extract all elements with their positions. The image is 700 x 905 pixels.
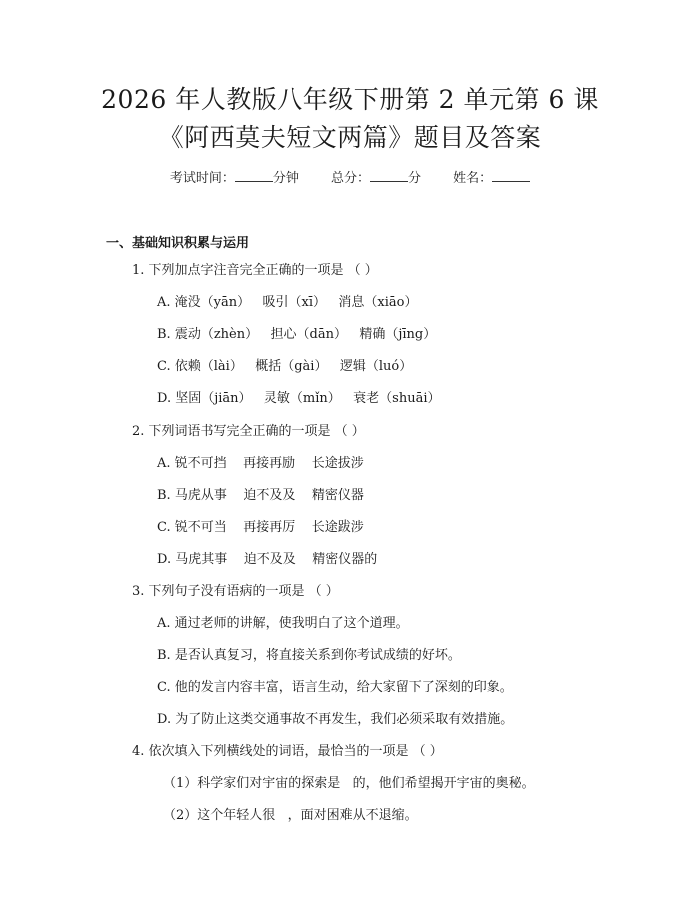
question-option: B. 震动（zhèn） 担心（dān） 精确（jīng） [157,327,437,342]
exam-time-unit: 分钟 [272,171,299,186]
exam-time-field [170,171,299,186]
section-heading: 一、基础知识积累与运用 [106,236,250,251]
question-stem: 1. 下列加点字注音完全正确的一项是 （ ） [132,263,378,278]
document-title-line1: 2026 年人教版八年级下册第 2 单元第 6 课 [101,85,599,114]
question-option: B. 是否认真复习，将直接关系到你考试成绩的好坏。 [157,648,461,663]
question-option: D. 为了防止这类交通事故不再发生，我们必须采取有效措施。 [157,712,514,727]
question-option: A. 通过老师的讲解，使我明白了这个道理。 [157,616,409,631]
exam-name-field [453,171,530,186]
document-title-line2: 《阿西莫夫短文两篇》题目及答案 [158,123,542,152]
exam-info [0,168,700,189]
question-option: C. 依赖（lài） 概括（gài） 逻辑（luó） [157,359,413,374]
question-stem: 3. 下列句子没有语病的一项是 （ ） [132,584,339,599]
question-subitem: （2）这个年轻人很 ，面对困难从不退缩。 [163,808,418,823]
question-option: B. 马虎从事 迫不及及 精密仪器 [157,488,364,503]
question-option: D. 坚固（jiān） 灵敏（mǐn） 衰老（shuāi） [157,391,441,406]
question-option: C. 锐不可当 再接再厉 长途跋涉 [157,520,364,535]
exam-score-blank [370,168,408,182]
question-option: A. 锐不可挡 再接再励 长途拔涉 [157,456,364,471]
exam-name-label: 姓名： [453,171,493,186]
exam-score-unit: 分 [408,171,422,186]
question-option: C. 他的发言内容丰富，语言生动，给大家留下了深刻的印象。 [157,680,513,695]
question-subitem: （1）科学家们对宇宙的探索是 的，他们希望揭开宇宙的奥秘。 [163,776,535,791]
question-option: D. 马虎其事 迫不及及 精密仪器的 [157,552,378,567]
exam-time-blank [235,168,273,182]
exam-name-blank [492,168,530,182]
exam-time-label: 考试时间： [169,171,235,186]
question-stem: 4. 依次填入下列横线处的词语，最恰当的一项是 （ ） [132,744,443,759]
exam-score-label: 总分： [330,171,370,186]
question-option: A. 淹没（yān） 吸引（xī） 消息（xiāo） [157,295,418,310]
question-stem: 2. 下列词语书写完全正确的一项是 （ ） [132,424,365,439]
exam-score-field [331,171,421,186]
